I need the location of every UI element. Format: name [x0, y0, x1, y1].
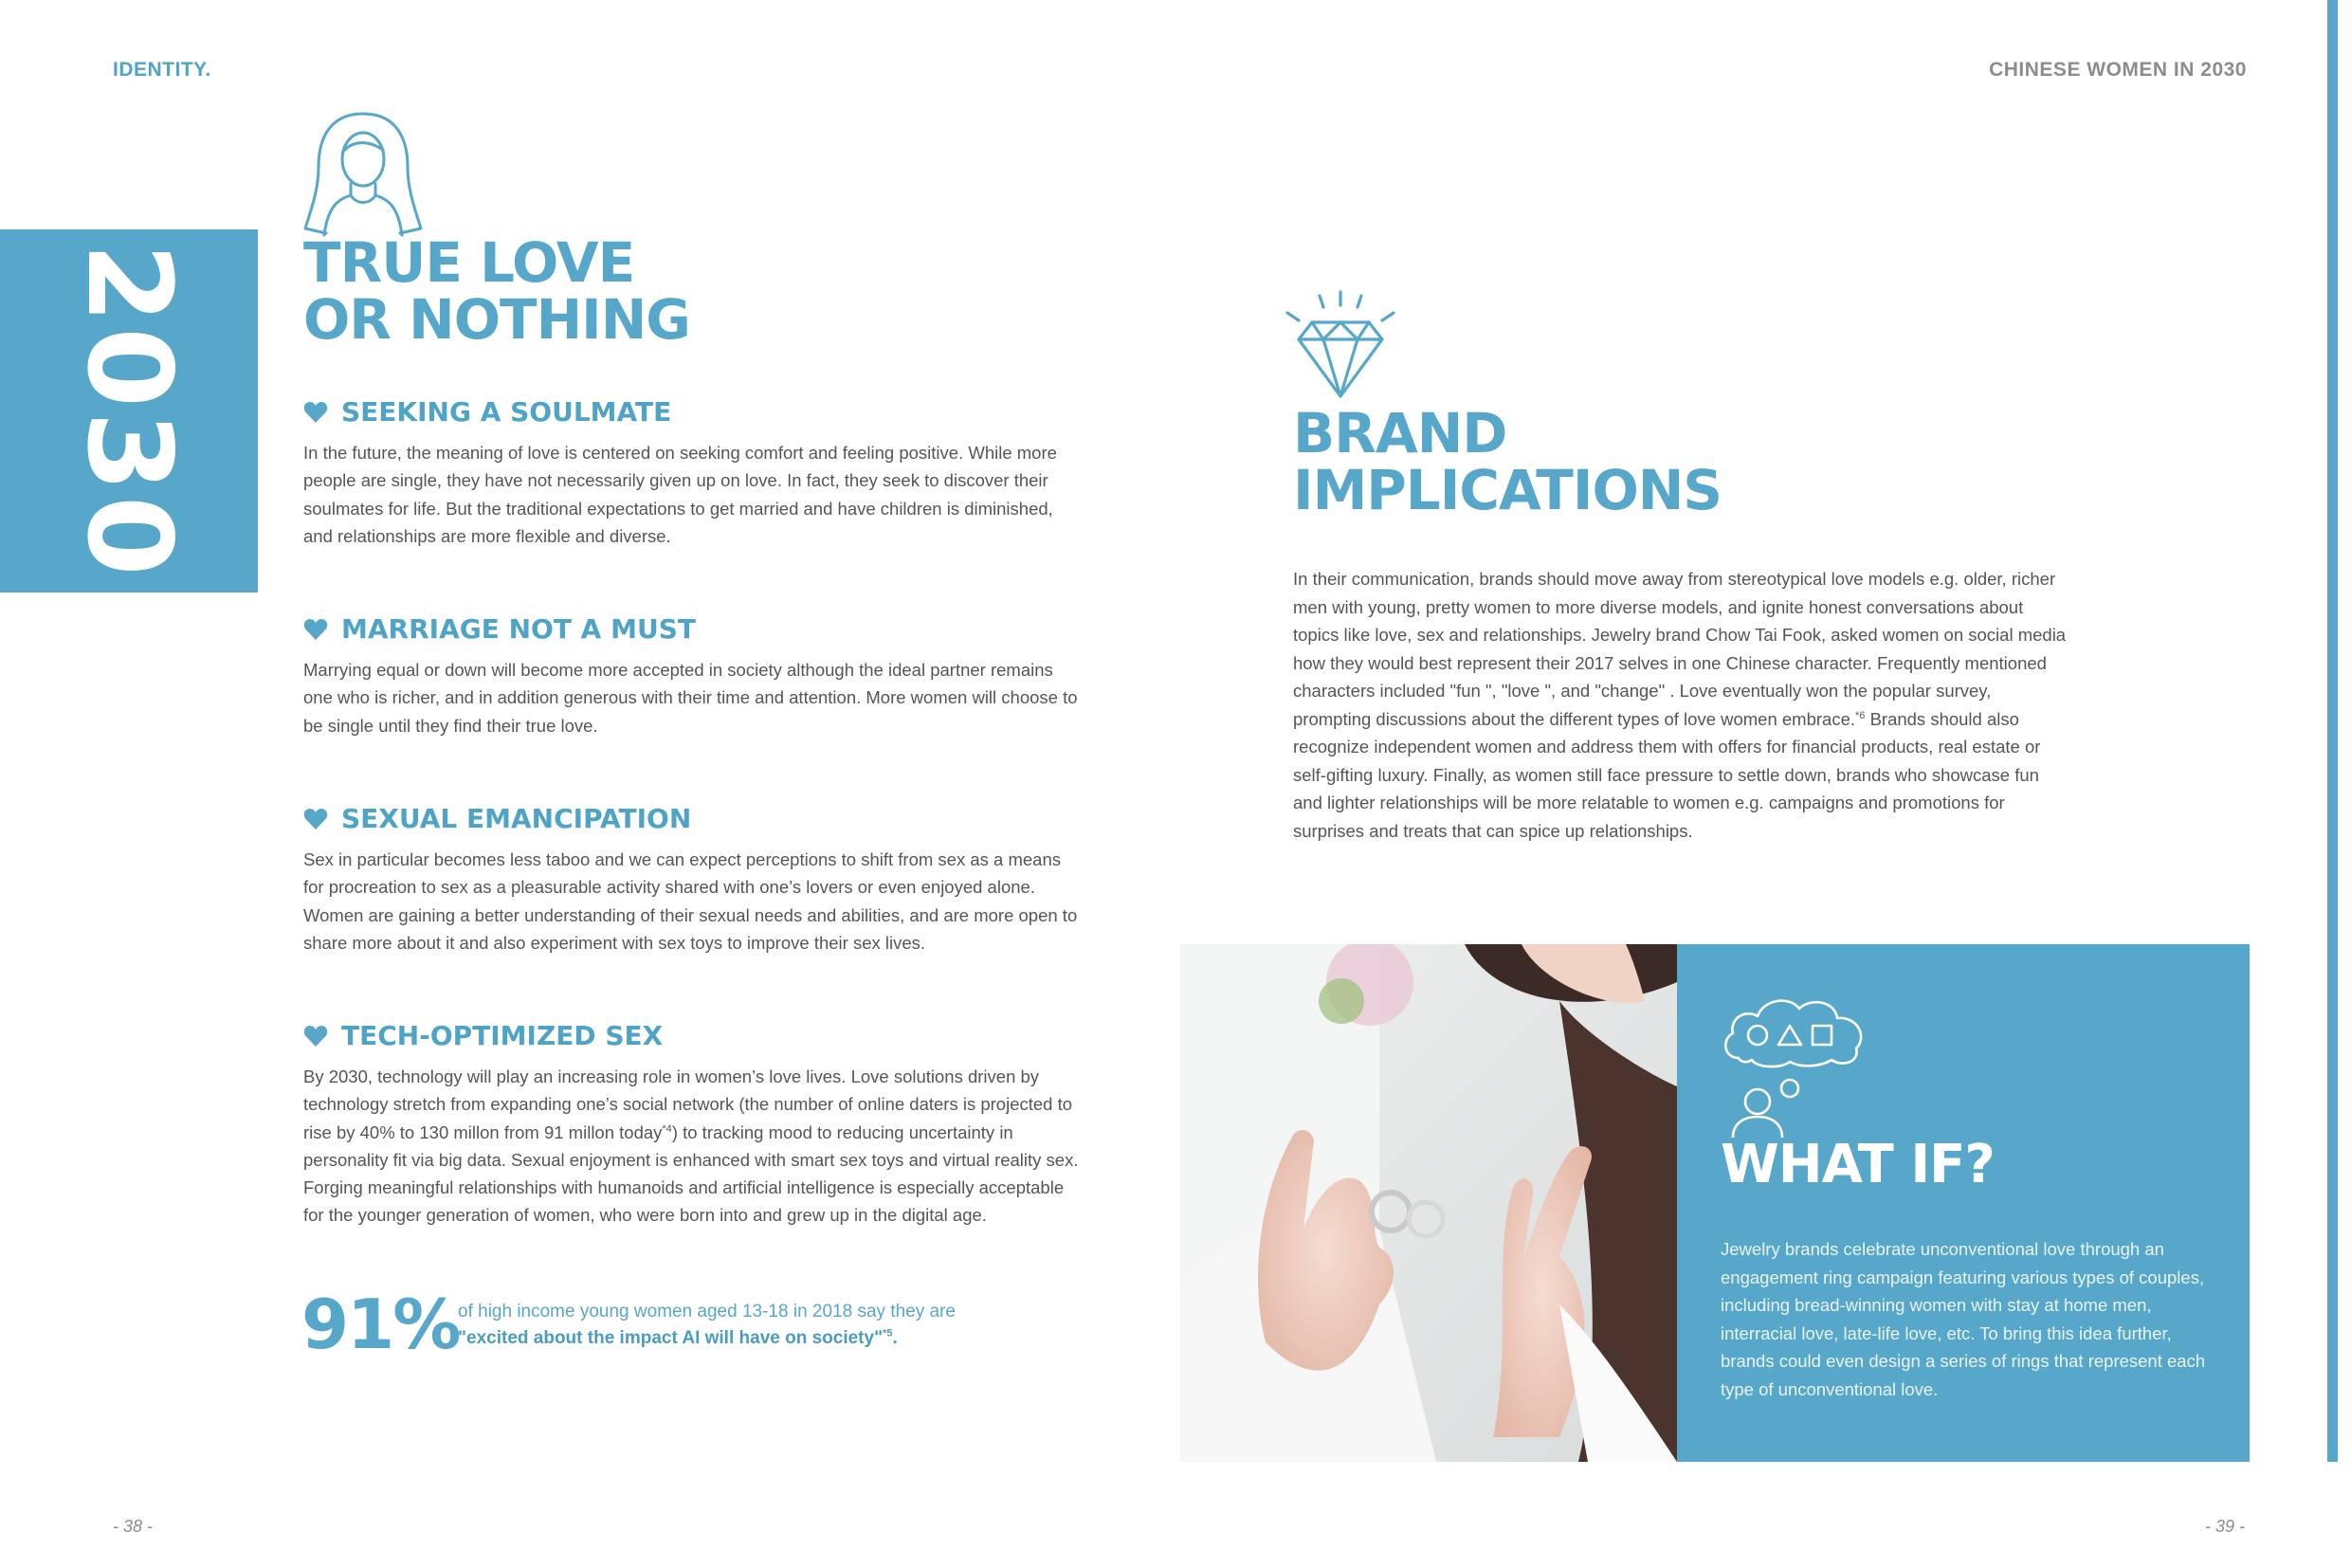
- ring-photo: [1180, 944, 1677, 1462]
- footnote-ref: *5: [883, 1327, 893, 1340]
- page-number-right: - 39 -: [2205, 1517, 2246, 1536]
- stat-caption: of high income young women aged 13-18 in 2018 say they are: [458, 1302, 956, 1322]
- hands-with-rings-image: [1180, 944, 1677, 1462]
- section-body: In the future, the meaning of love is centered on seeking comfort and feeling positive. While more people are single, they have not necessarily given up on love. In fact, they seek to discover their soulmates for life. But the traditional expectations to get married and have children is diminished, and relationships are more flexible and diverse.: [303, 443, 1057, 546]
- footnote-ref: *6: [1855, 709, 1866, 721]
- footnote-ref: *4: [662, 1122, 672, 1135]
- diamond-icon: [1282, 286, 1399, 404]
- page-title-right: [1293, 401, 1722, 522]
- bride-icon: [301, 110, 425, 238]
- stat-quote: "excited about the impact AI will have on society"$^{*5}$.: [458, 1327, 898, 1348]
- title-line-1: BRAND: [1293, 401, 1507, 465]
- thought-bubble-person-icon: [1718, 986, 1873, 1138]
- brand-implications-body: In their communication, brands should move away from stereotypical love models e.g. older, richer men with young, pretty women to more diverse models, and ignite honest conversations about topics like love, sex and relationships. Jewelry brand Chow Tai Fook, asked women on social media how they would best represent their 2017 selves in one Chinese character. Frequently mentioned characters included "fun ", "love ", and "change" . Love eventually won the popular survey, prompting discussions about the different types of love women embrace.$^{*6}$ Brands should also recognize independent women and address them with offers for financial products, real estate or self-gifting luxury. Finally, as women still face pressure to settle down, brands who showcase fun and lighter relationships will be more relatable to women e.g. campaigns and promotions for surprises and treats that can spice up relationships.: [1293, 569, 2067, 841]
- page-number-left: - 38 -: [113, 1517, 154, 1536]
- page-edge-bar: [2327, 0, 2338, 1462]
- heart-icon: [303, 401, 328, 424]
- page-title-left: [303, 230, 690, 352]
- heart-icon: [303, 618, 328, 641]
- title-line-2: IMPLICATIONS: [1293, 457, 1722, 522]
- report-title: CHINESE WOMEN IN 2030: [1989, 59, 2247, 81]
- section-body: By 2030, technology will play an increasing role in women’s love lives. Love solutions driven by technology stretch from expanding one’s social network (the number of online daters is projected to rise by 40% to 130 millon from 91 millon today$^{*4}$) to tracking mood to reducing uncertainty in personality fit via big data. Sexual enjoyment is enhanced with smart sex toys and virtual reality sex. Forging meaningful relationships with humanoids and artificial intelligence is especially acceptable for the younger generation of women, who were born into and grew up in the digital age.: [303, 1067, 1079, 1226]
- title-line-1: TRUE LOVE: [303, 230, 635, 295]
- stat-value: 91%: [301, 1285, 460, 1364]
- what-if-title: WHAT IF?: [1721, 1134, 1995, 1195]
- section-heading: SEEKING A SOULMATE: [303, 396, 671, 428]
- section-heading: TECH-OPTIMIZED SEX: [303, 1020, 663, 1051]
- section-body: Marrying equal or down will become more accepted in society although the ideal partner remains one who is richer, and in addition generous with their time and attention. More women will choose to be single until they find their true love.: [303, 660, 1078, 736]
- year-block: [0, 229, 258, 593]
- what-if-body: Jewelry brands celebrate unconventional love through an engagement ring campaign featuring various types of couples, including bread-winning women with stay at home men, interracial love, late-life love, etc. To bring this idea further, brands could even design a series of rings that represent each type of unconventional love.: [1721, 1239, 2206, 1399]
- heart-icon: [303, 1025, 328, 1048]
- title-line-2: OR NOTHING: [303, 286, 690, 352]
- section-heading: SEXUAL EMANCIPATION: [303, 803, 691, 834]
- year-label: 2030: [62, 242, 196, 580]
- section-body: Sex in particular becomes less taboo and we can expect perceptions to shift from sex as a means for procreation to sex as a pleasurable activity shared with one’s lovers or even enjoyed alone. Women are gaining a better understanding of their sexual needs and abilities, and are more open to share more about it and also experiment with sex toys to improve their sex lives.: [303, 849, 1078, 953]
- section-label: IDENTITY.: [113, 59, 211, 81]
- section-heading: MARRIAGE NOT A MUST: [303, 613, 696, 645]
- heart-icon: [303, 808, 328, 830]
